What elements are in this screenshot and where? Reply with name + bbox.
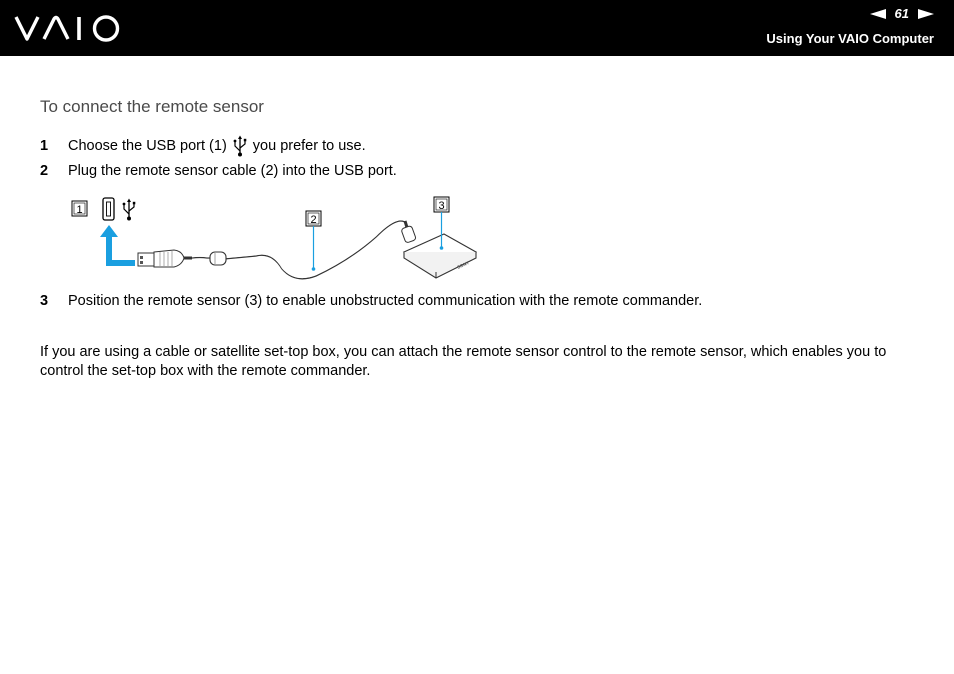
section-title: Using Your VAIO Computer [766, 31, 934, 46]
previous-page-arrow-icon[interactable] [870, 9, 886, 19]
usb-icon [123, 199, 136, 221]
usb-plug [138, 250, 192, 267]
connection-illustration [60, 192, 490, 287]
vaio-logo [14, 13, 122, 43]
page-header [0, 0, 954, 56]
step-number: 2 [40, 163, 49, 179]
step-1 [40, 135, 366, 157]
next-page-arrow-icon[interactable] [918, 9, 934, 19]
svg-text:1: 1 [76, 204, 83, 216]
page-heading: To connect the remote sensor [40, 97, 264, 116]
step-2 [40, 163, 397, 179]
ferrite-core [210, 252, 226, 265]
usb-icon [233, 135, 247, 157]
remote-sensor [401, 221, 476, 278]
arrow-up-icon [100, 225, 135, 263]
callout-1 [72, 201, 87, 216]
page-navigation [870, 6, 934, 21]
sensor-cable [192, 221, 405, 279]
step-text: Position the remote sensor (3) to enable unobstructed communication with the remote commander. [68, 293, 703, 309]
body-paragraph: If you are using a cable or satellite set-top box, you can attach the remote sensor control to the remote sensor, which enables you to control the set-top box with the remote commander. [40, 344, 887, 379]
svg-text:SONY: SONY [456, 259, 470, 270]
page-number: 61 [894, 6, 909, 21]
usb-port-icon [103, 198, 114, 220]
step-text-before: Choose the USB port (1) [68, 138, 227, 154]
step-text-after: you prefer to use. [252, 138, 366, 154]
svg-text:2: 2 [310, 214, 317, 226]
step-3 [40, 293, 702, 309]
callout-2 [306, 211, 321, 271]
step-number: 3 [40, 293, 49, 309]
svg-text:3: 3 [438, 200, 445, 212]
step-number: 1 [40, 138, 49, 154]
step-text: Plug the remote sensor cable (2) into the USB port. [68, 163, 397, 179]
